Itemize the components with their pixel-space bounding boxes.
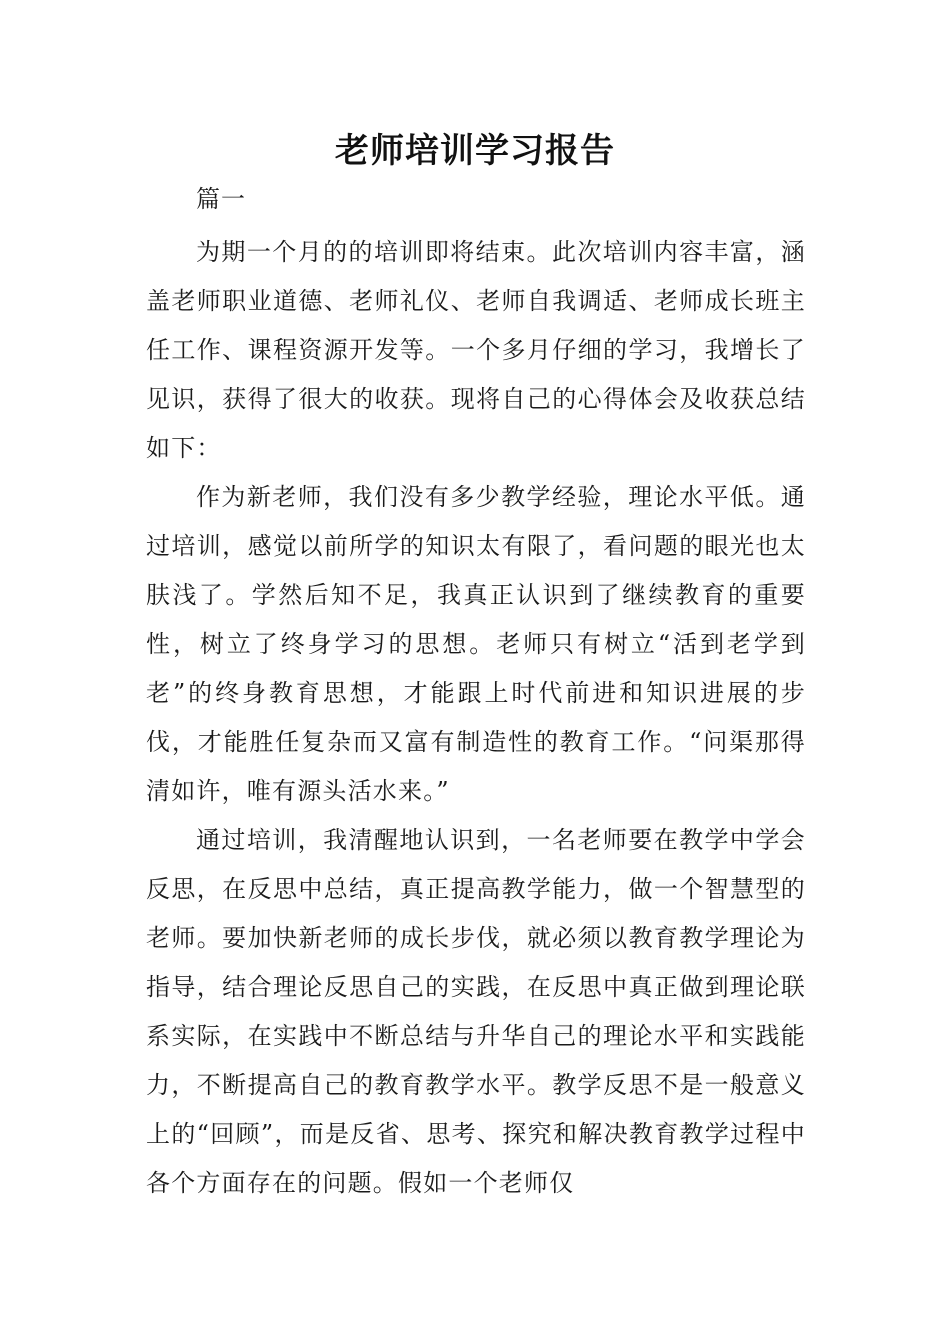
document-body — [146, 175, 806, 1208]
paragraph-1: 为期一个月的的培训即将结束。此次培训内容丰富，涵盖老师职业道德、老师礼仪、老师自我调适、老师成长班主任工作、课程资源开发等。一个多月仔细的学习，我增长了见识，获得了很大的收获。现将自己的心得体会及收获总结如下： — [146, 238, 806, 462]
paragraph-3: 通过培训，我清醒地认识到，一名老师要在教学中学会反思，在反思中总结，真正提高教学能力，做一个智慧型的老师。要加快新老师的成长步伐，就必须以教育教学理论为指导，结合理论反思自己的实践，在反思中真正做到理论联系实际，在实践中不断总结与升华自己的理论水平和实践能力，不断提高自己的教育教学水平。教学反思不是一般意义上的“回顾”，而是反省、思考、探究和解决教育教学过程中各个方面存在的问题。假如一个老师仅 — [146, 826, 806, 1197]
section-label: 篇一 — [196, 185, 246, 213]
paragraph-2: 作为新老师，我们没有多少教学经验，理论水平低。通过培训，感觉以前所学的知识太有限了，看问题的眼光也太肤浅了。学然后知不足，我真正认识到了继续教育的重要性，树立了终身学习的思想。老师只有树立“活到老学到老”的终身教育思想，才能跟上时代前进和知识进展的步伐，才能胜任复杂而又富有制造性的教育工作。“问渠那得清如许，唯有源头活水来。” — [146, 483, 806, 805]
document-title: 老师培训学习报告 — [335, 131, 615, 171]
